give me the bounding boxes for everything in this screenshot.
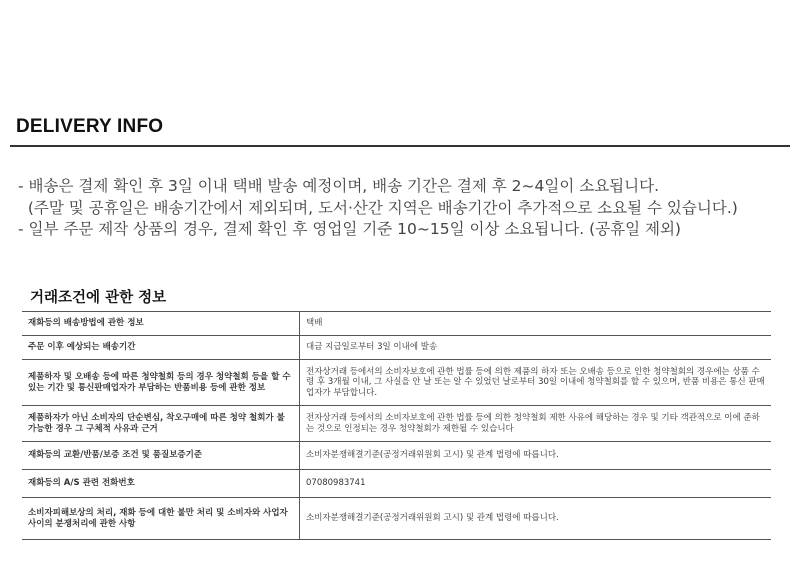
- note-line: - 일부 주문 제작 상품의 경우, 결제 확인 후 영업일 기준 10~15일 이상 소요됩니다. (공휴일 제외): [18, 220, 681, 238]
- row-label: 재화등의 교환/반품/보증 조건 및 품질보증기준: [22, 442, 300, 470]
- table-row: [22, 442, 771, 470]
- note-line: (주말 및 공휴일은 배송기간에서 제외되며, 도서·산간 지역은 배송기간이 추가적으로 소요될 수 있습니다.): [18, 198, 738, 217]
- page-title: DELIVERY INFO: [16, 116, 164, 137]
- row-value: 소비자분쟁해결기준(공정거래위원회 고시) 및 관계 법령에 따릅니다.: [300, 498, 772, 540]
- row-value: 택배: [300, 312, 772, 336]
- note-line: - 배송은 결제 확인 후 3일 이내 택배 발송 예정이며, 배송 기간은 결제 후 2~4일이 소요됩니다.: [18, 177, 660, 195]
- row-label: 재화등의 배송방법에 관한 정보: [22, 312, 300, 336]
- row-value: 대금 지급일로부터 3일 이내에 발송: [300, 336, 772, 360]
- table-row: [22, 360, 771, 406]
- table-row: [22, 498, 771, 540]
- transaction-info-table: [22, 311, 771, 540]
- row-label: 소비자피해보상의 처리, 재화 등에 대한 불만 처리 및 소비자와 사업자 사이의 분쟁처리에 관한 사항: [22, 498, 300, 540]
- row-label: 재화등의 A/S 관련 전화번호: [22, 470, 300, 498]
- table-row: [22, 470, 771, 498]
- table-row: [22, 406, 771, 442]
- row-value: 전자상거래 등에서의 소비자보호에 관한 법률 등에 의한 청약철회 제한 사유에 해당하는 경우 및 기타 객관적으로 이에 준하는 것으로 인정되는 경우 청약철회가 제한될 수 있습니다: [300, 406, 772, 442]
- title-divider: [10, 145, 790, 147]
- table-row: [22, 312, 771, 336]
- table-row: [22, 336, 771, 360]
- row-value: 전자상거래 등에서의 소비자보호에 관한 법률 등에 의한 제품의 하자 또는 오배송 등으로 인한 청약철회의 경우에는 상품 수령 후 3개월 이내, 그 사실을 안 날 또는 알 수 있었던 날로부터 30일 이내에 청약철회를 할 수 있으며, 반품 비용은 통신 판매업자가 부담합니다.: [300, 360, 772, 406]
- row-label: 제품하자가 아닌 소비자의 단순변심, 착오구매에 따른 청약 철회가 불가능한 경우 그 구체적 사유과 근거: [22, 406, 300, 442]
- delivery-notes: [18, 176, 738, 241]
- row-value: 소비자분쟁해결기준(공정거래위원회 고시) 및 관계 법령에 따릅니다.: [300, 442, 772, 470]
- row-value: 07080983741: [300, 470, 772, 498]
- row-label: 주문 이후 예상되는 배송기간: [22, 336, 300, 360]
- section-title: 거래조건에 관한 정보: [30, 290, 167, 306]
- row-label: 제품하자 및 오배송 등에 따른 청약철회 등의 경우 청약철회 등을 할 수 있는 기간 및 통신판매업자가 부담하는 반품비용 등에 관한 정보: [22, 360, 300, 406]
